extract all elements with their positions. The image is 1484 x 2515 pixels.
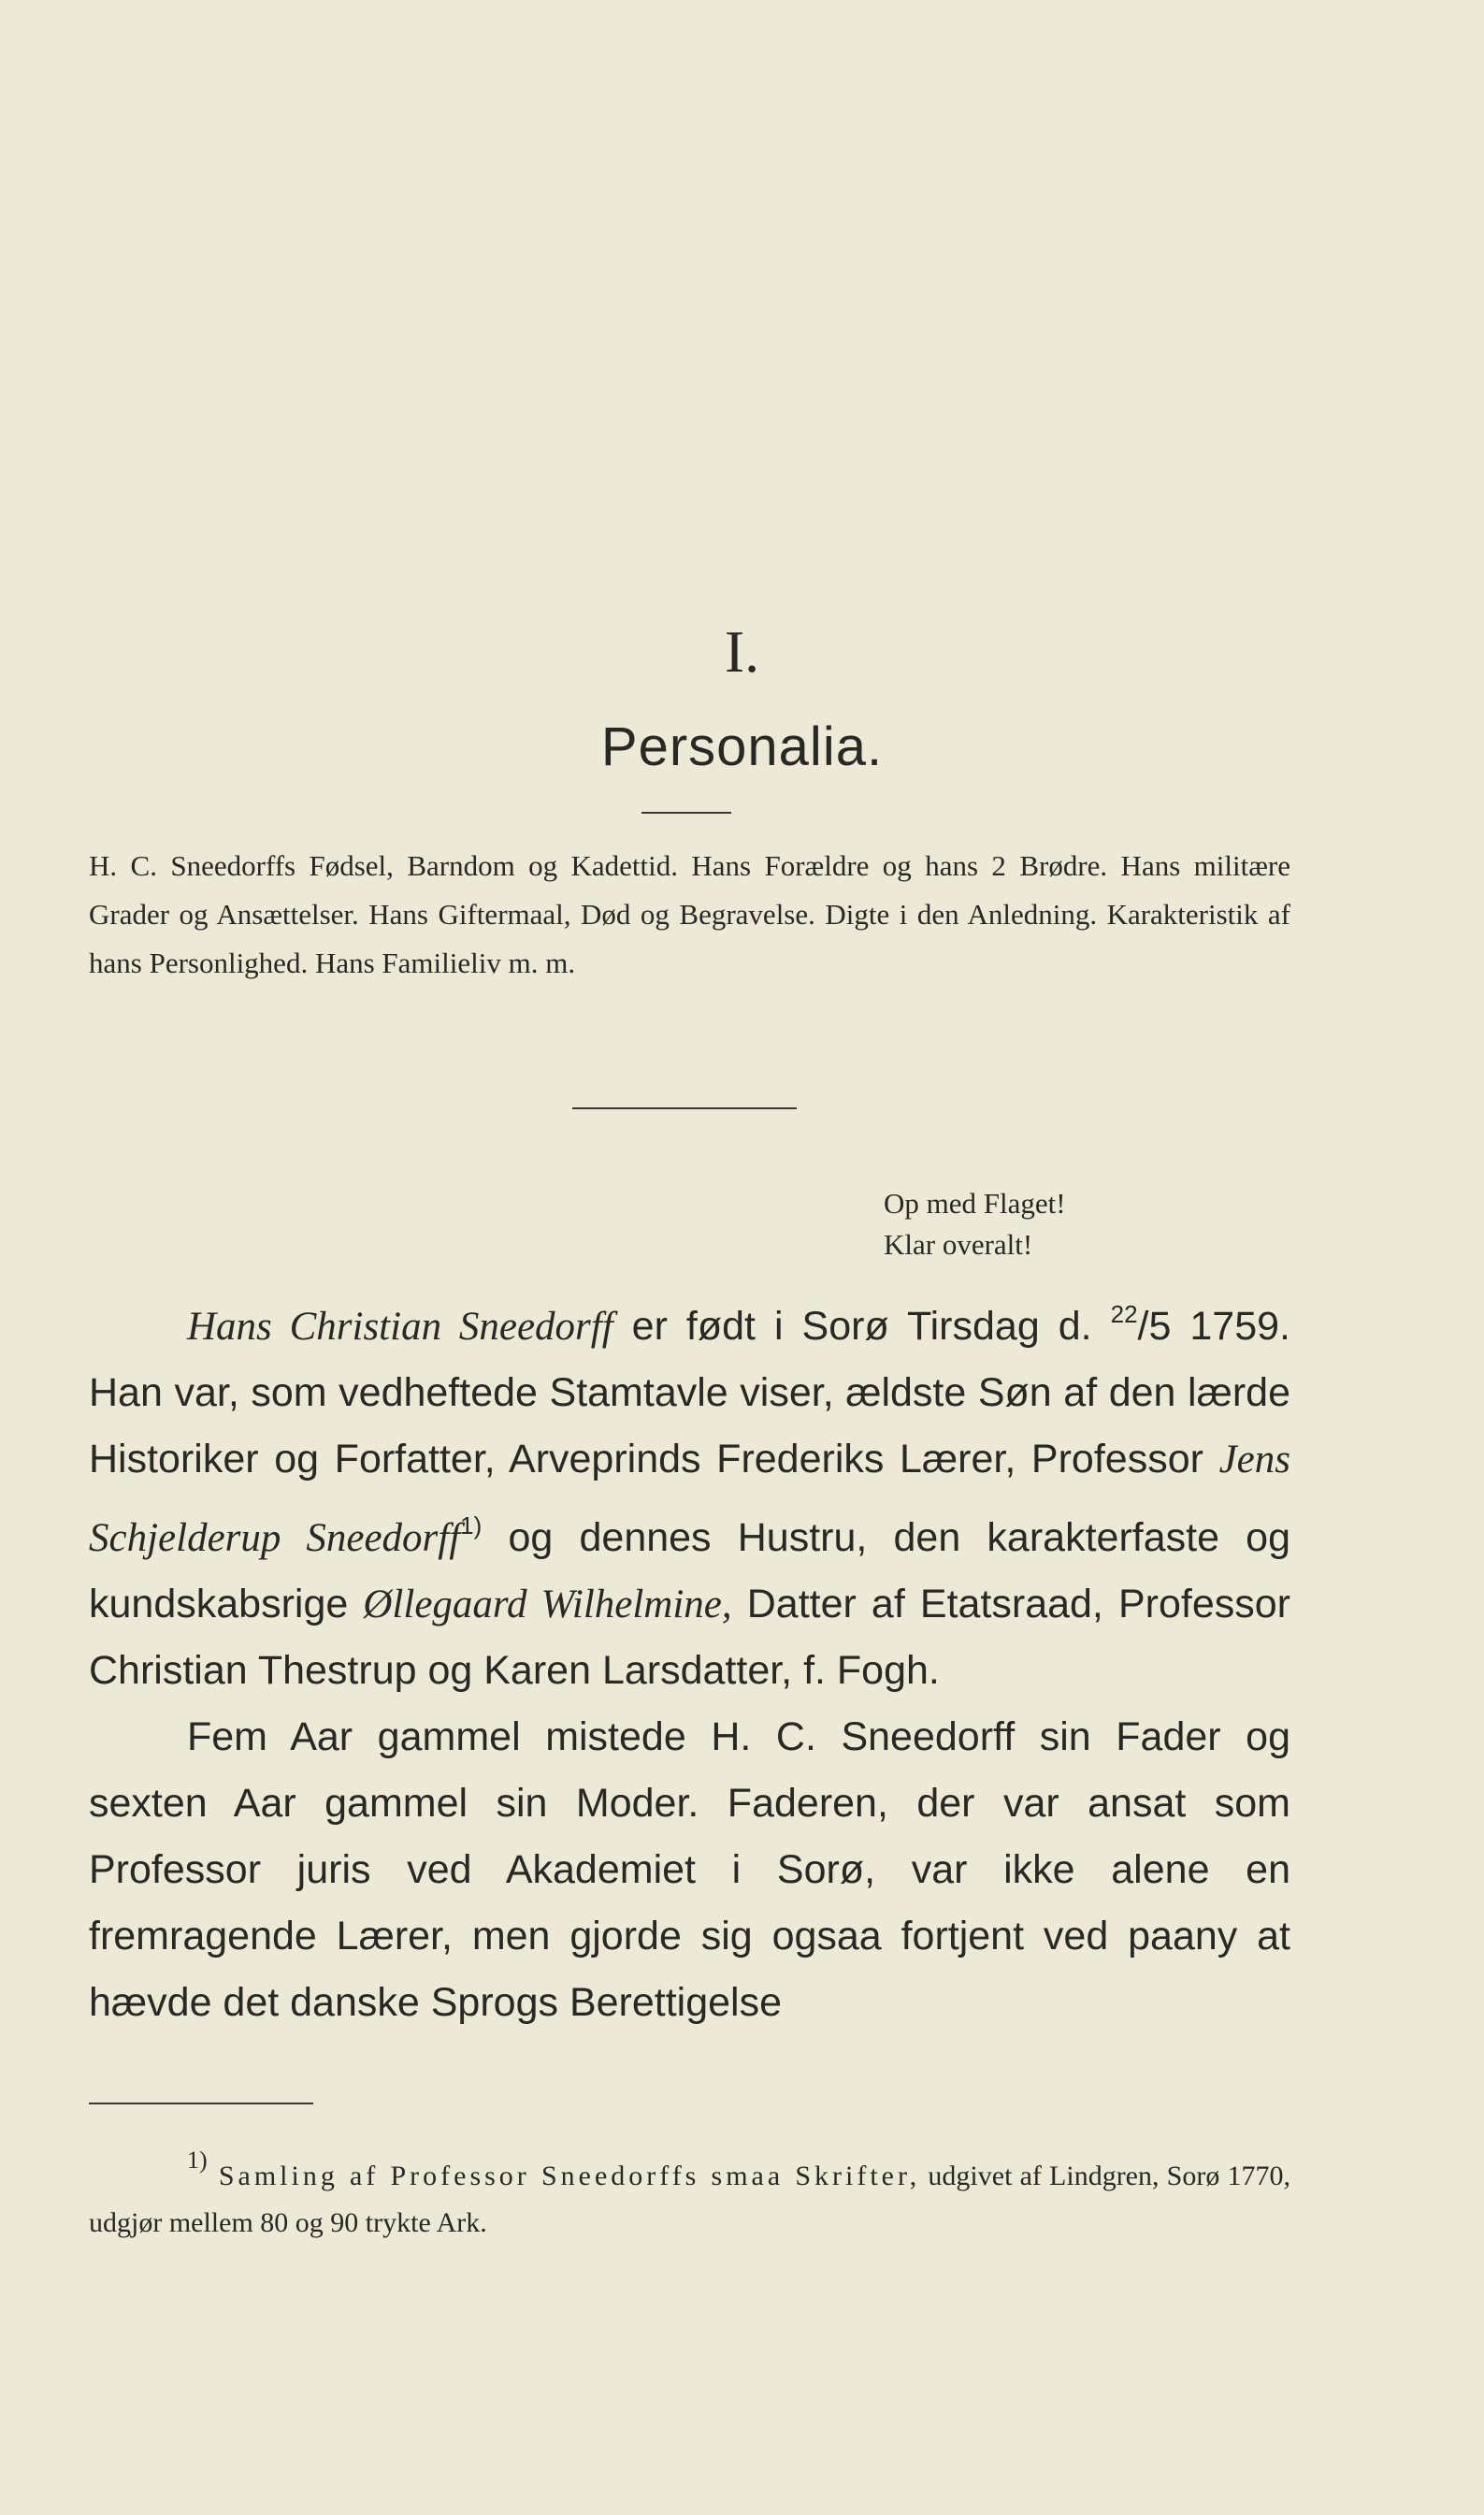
father-name: Jens Schjelderup Sneedorff: [89, 1438, 1290, 1560]
footnote-rest: udgivet af Lindgren, Sorø 1770, udgjør mellem 80 og 90 trykte Ark.: [89, 2161, 1290, 2238]
body-text: [89, 1281, 1290, 2036]
paragraph-1: [89, 1281, 1290, 1704]
epigraph-line-2: Klar overalt!: [884, 1228, 1033, 1261]
person-name: Hans Christian Sneedorff: [187, 1305, 613, 1349]
epigraph-line-1: Op med Flaget!: [884, 1187, 1066, 1220]
chapter-summary: H. C. Sneedorffs Fødsel, Barndom og Kadettid. Hans Forældre og hans 2 Brødre. Hans militære Grader og Ansættelser. Hans Giftermaal, Død og Begravelse. Digte i den Anledning. Karakteristik af hans Personlighed. Hans Familieliv m. m.: [89, 849, 1290, 979]
footnote-rule: [89, 2103, 313, 2104]
footnote-mark: 1): [187, 2146, 208, 2174]
footnote-title: Samling af Professor Sneedorffs smaa Skrifter,: [207, 2161, 921, 2191]
text-segment: Datter af Etatsraad, Professor Christian Thestrup og Karen Larsdatter, f. Fogh.: [89, 1582, 1290, 1693]
footnote-reference: 1): [460, 1511, 483, 1539]
text-segment: /5 1759. Han var, som vedheftede Stamtavle viser, ældste Søn af den lærde Historiker og Forfatter, Arveprinds Frederiks Lærer, Professor: [89, 1304, 1290, 1482]
section-rule: [572, 1107, 797, 1109]
footnote: [89, 2137, 1290, 2247]
date-superscript: 22: [1110, 1300, 1138, 1328]
title-rule: [641, 812, 731, 814]
paragraph-2: Fem Aar gammel mistede H. C. Sneedorff sin Fader og sexten Aar gammel sin Moder. Faderen, der var ansat som Professor juris ved Akademiet i Sorø, var ikke alene en fremragende Lærer, men gjorde sig ogsaa fortjent ved paany at hævde det danske Sprogs Berettigelse: [89, 1714, 1290, 2025]
text-segment: er født i Sorø Tirsdag d.: [612, 1304, 1111, 1349]
chapter-numeral: I.: [724, 618, 760, 685]
epigraph: [884, 1183, 1066, 1265]
chapter-title: Personalia.: [600, 716, 884, 777]
footnote-text: [89, 2137, 1290, 2247]
mother-name: Øllegaard Wilhelmine,: [363, 1583, 732, 1626]
text-segment: og dennes Hustru, den karakterfaste og kundskabsrige: [89, 1515, 1290, 1626]
